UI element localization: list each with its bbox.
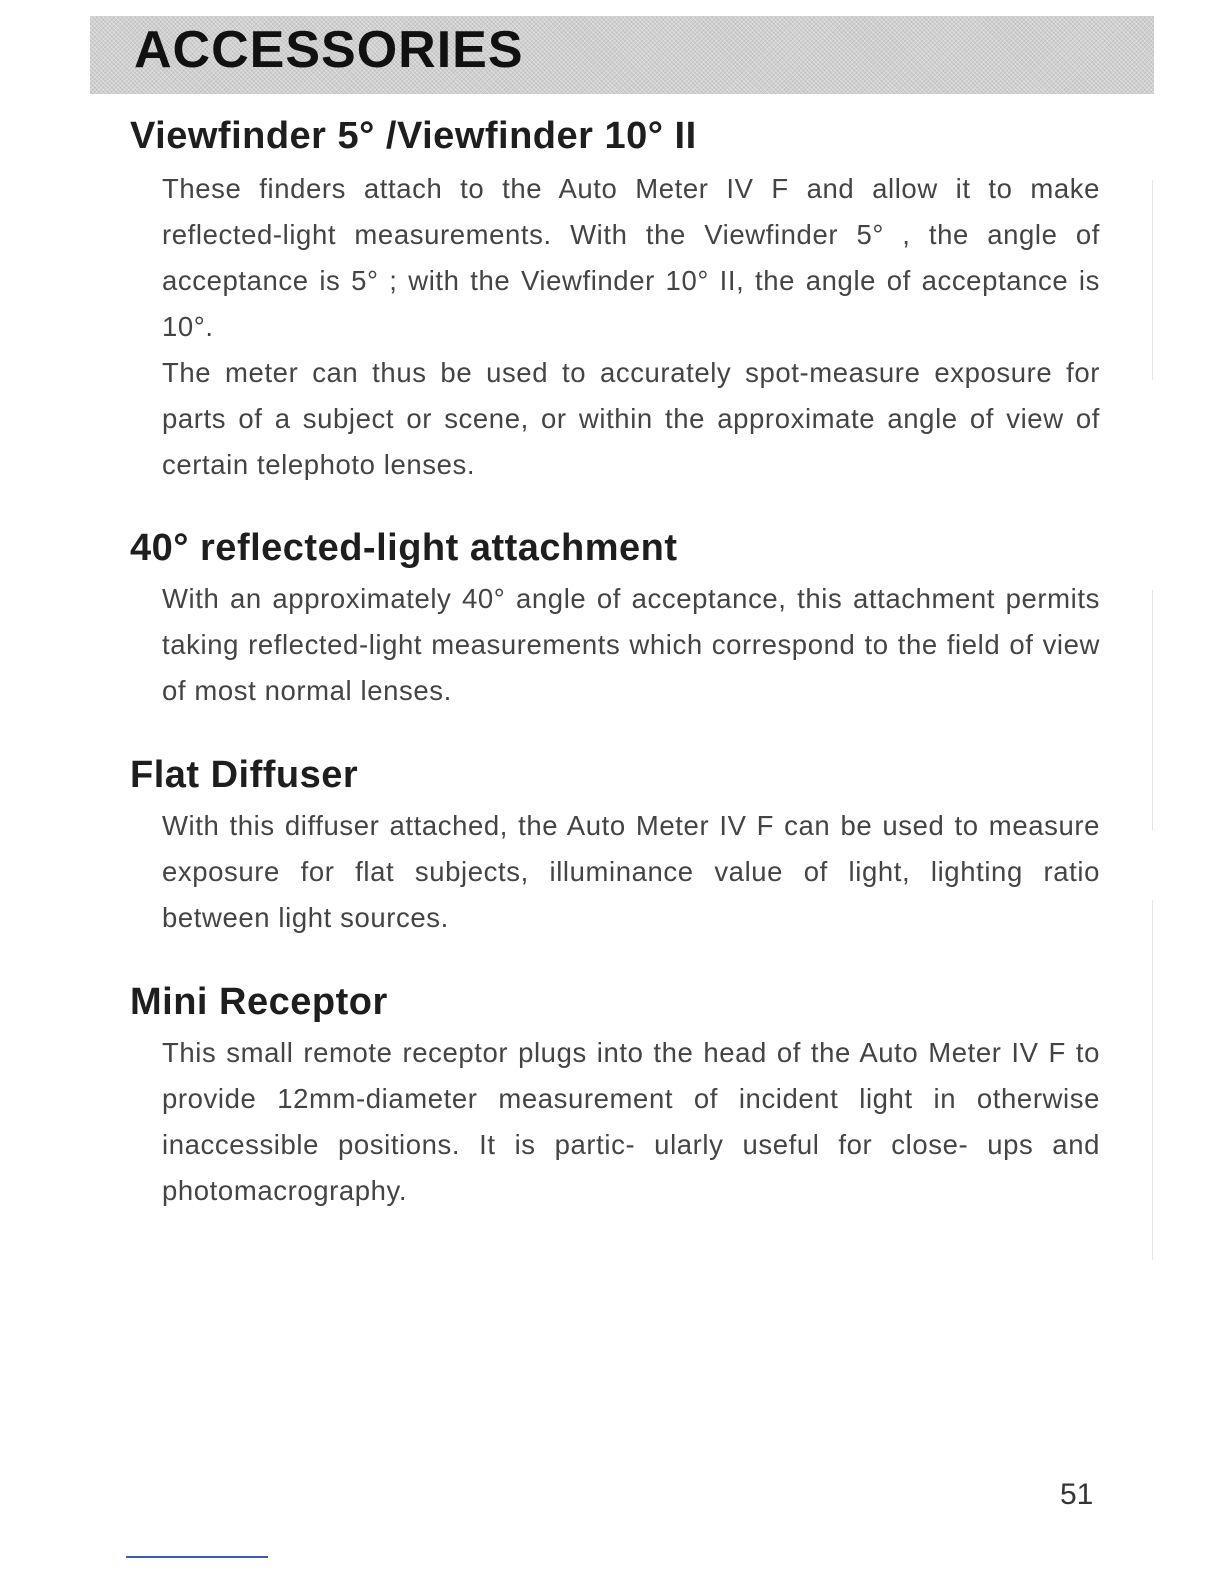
paragraph-viewfinder-2: The meter can thus be used to accurately spot-measure exposure for parts of a subject or scene, or within the approximate angle of view of certain telephoto lenses. (162, 356, 1100, 480)
section-banner (90, 16, 1154, 94)
scan-edge-mark (1152, 900, 1153, 1260)
scan-edge-mark (1152, 590, 1153, 830)
banner-title: ACCESSORIES (134, 21, 524, 79)
section-reflected-light-attachment (130, 528, 1100, 714)
section-heading-reflected-light-attachment: 40° reflected-light attachment (130, 527, 678, 569)
section-mini-receptor (130, 982, 1100, 1214)
section-heading-flat-diffuser: Flat Diffuser (130, 754, 359, 796)
page-number: 51 (1060, 1478, 1094, 1511)
footer-divider (126, 1556, 268, 1558)
section-viewfinder (130, 116, 1100, 488)
section-flat-diffuser (130, 755, 1100, 941)
paragraph-mini-receptor: This small remote receptor plugs into the head of the Auto Meter IV F to provide 12mm-diameter measurement of incident light in otherwise inaccessible positions. It is partic- ularly useful for close- ups and photomacrography. (162, 1036, 1100, 1206)
section-heading-mini-receptor: Mini Receptor (130, 981, 388, 1023)
paragraph-flat-diffuser: With this diffuser attached, the Auto Meter IV F can be used to measure exposure for flat subjects, illuminance value of light, lighting ratio between light sources. (162, 809, 1100, 933)
scan-edge-mark (1152, 180, 1153, 380)
paragraph-viewfinder-1: These finders attach to the Auto Meter IV F and allow it to make reflected-light measurements. With the Viewfinder 5° , the angle of acceptance is 5° ; with the Viewfinder 10° II, the angle of acceptance is 10°. (162, 172, 1100, 342)
paragraph-reflected-light-attachment: With an approximately 40° angle of acceptance, this attachment permits taking reflected-light measurements which correspond to the field of view of most normal lenses. (162, 582, 1100, 706)
section-heading-viewfinder: Viewfinder 5° /Viewfinder 10° II (130, 115, 697, 157)
